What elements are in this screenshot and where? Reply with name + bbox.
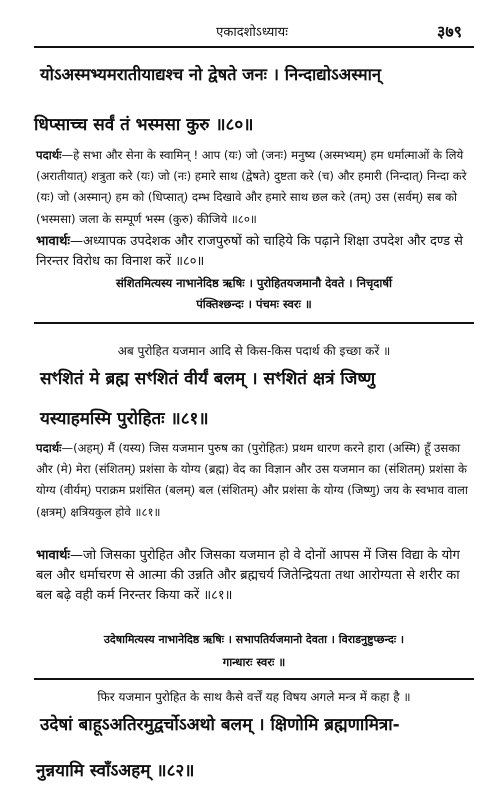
verse-82-line-2: नुन्नयामि स्वाँऽअहम् ॥८२॥ bbox=[36, 761, 195, 781]
meta-82-line-1: उदेषामित्यस्य नाभानेदिष्ठ ऋषिः । सभापतिर्यजमानो देवता । विराडनुष्टुप्छन्दः । bbox=[103, 633, 405, 646]
verse-82-line-1: उदेषां बाहूऽअतिरमुद्वर्चोऽअथो बलम् । क्षिणोमि ब्रह्मणामित्रा- bbox=[40, 715, 400, 735]
bhavartha-label: भावार्थः bbox=[36, 548, 71, 563]
verse-81-line-2: यस्याहमस्मि पुरोहितः ॥८१॥ bbox=[40, 409, 209, 429]
padartha-text: —हे सभा और सेना के स्वामिन् ! आप (यः) जो (जनः) मनुष्य (अस्मभ्यम्) हम धर्मात्माओं के लिये (अरातीयात्) शत्रुता करे (यः) जो (नः) हमारे साथ (द्वेषते) दुष्टता करे (च) और हमारी (निन्दात्) निन्दा करे (यः) जो (अस्मान्) हम को (धिप्सात्) दम्भ दिखावे और हमारे साथ छल करे (तम्) उस (सर्वम्) सब को (भस्मसा) जला के सम्पूर्ण भस्म (कुरु) कीजिये ॥८०॥ bbox=[36, 148, 467, 226]
padartha-81 bbox=[36, 438, 472, 523]
bhavartha-80 bbox=[36, 232, 472, 272]
bhavartha-81 bbox=[36, 546, 472, 606]
meta-81-line-1: संशितमित्यस्य नाभानेदिष्ठ ऋषिः । पुरोहितयजमानौ देवते । निचृदार्षी bbox=[116, 276, 392, 290]
meta-81-line-2: पंक्तिश्छन्दः । पंचमः स्वरः ॥ bbox=[196, 297, 312, 311]
padartha-80 bbox=[36, 145, 472, 230]
padartha-label: पदार्थः bbox=[36, 148, 62, 162]
intro-81: अब पुरोहित यजमान आदि से किस-किस पदार्थ की इच्छा करें ॥ bbox=[117, 344, 391, 358]
intro-82: फिर यजमान पुरोहित के साथ कैसे वर्त्तें यह विषय अगले मन्त्र में कहा है ॥ bbox=[97, 690, 411, 704]
page-header bbox=[36, 22, 468, 40]
bhavartha-label: भावार्थः bbox=[36, 234, 71, 249]
verse-80-line-1: योऽअस्मभ्यमरातीयाद्यश्च नो द्वेषते जनः । निन्दाद्योऽअस्मान् bbox=[40, 65, 382, 84]
verse-80-line-2: धिप्साच्च सर्वं तं भस्मसा कुरु ॥८०॥ bbox=[34, 115, 254, 135]
verse-81-line-1: सꣳशितं मे ब्रह्म सꣳशितं वीर्यं बलम् । सꣳशितं क्षत्रं जिष्णु bbox=[40, 369, 376, 389]
chapter-title: एकादशोऽध्यायः bbox=[216, 25, 288, 40]
section-rule-81 bbox=[34, 322, 474, 324]
padartha-text: —(अहम्) मैं (यस्य) जिस यजमान पुरुष का (पुरोहितः) प्रथम धारण करने हारा (अस्मि) हूँ उसका और (मे) मेरा (संशितम्) प्रशंसा के योग्य (ब्रह्म) वेद का विज्ञान और उस यजमान का (संशितम्) प्रशंसा के योग्य (वीर्यम्) पराक्रम प्रशंसित (बलम्) बल (संशितम्) और प्रशंसा के योग्य (जिष्णु) जय के स्वभाव वाला (क्षत्रम्) क्षत्रियकुल होवे ॥८१॥ bbox=[36, 441, 468, 519]
meta-82-line-2: गान्धारः स्वरः ॥ bbox=[222, 655, 286, 669]
bhavartha-text: —जो जिसका पुरोहित और जिसका यजमान हो वे दोनों आपस में जिस विद्या के योग बल और धर्माचरण से आत्मा की उन्नति और ब्रह्मचर्य जितेन्द्रियता तथा आरोग्यता से शरीर का बल बढ़े वही कर्म निरन्तर किया करें ॥८१॥ bbox=[36, 548, 460, 603]
bhavartha-text: —अध्यापक उपदेशक और राजपुरुषों को चाहिये कि पढ़ाने शिक्षा उपदेश और दण्ड से निरन्तर विरोध का विनाश करें ॥८०॥ bbox=[36, 234, 463, 269]
padartha-label: पदार्थः bbox=[36, 441, 62, 455]
page-number: ३७९ bbox=[437, 22, 462, 41]
header-rule bbox=[34, 46, 474, 48]
section-rule-82 bbox=[34, 678, 474, 680]
